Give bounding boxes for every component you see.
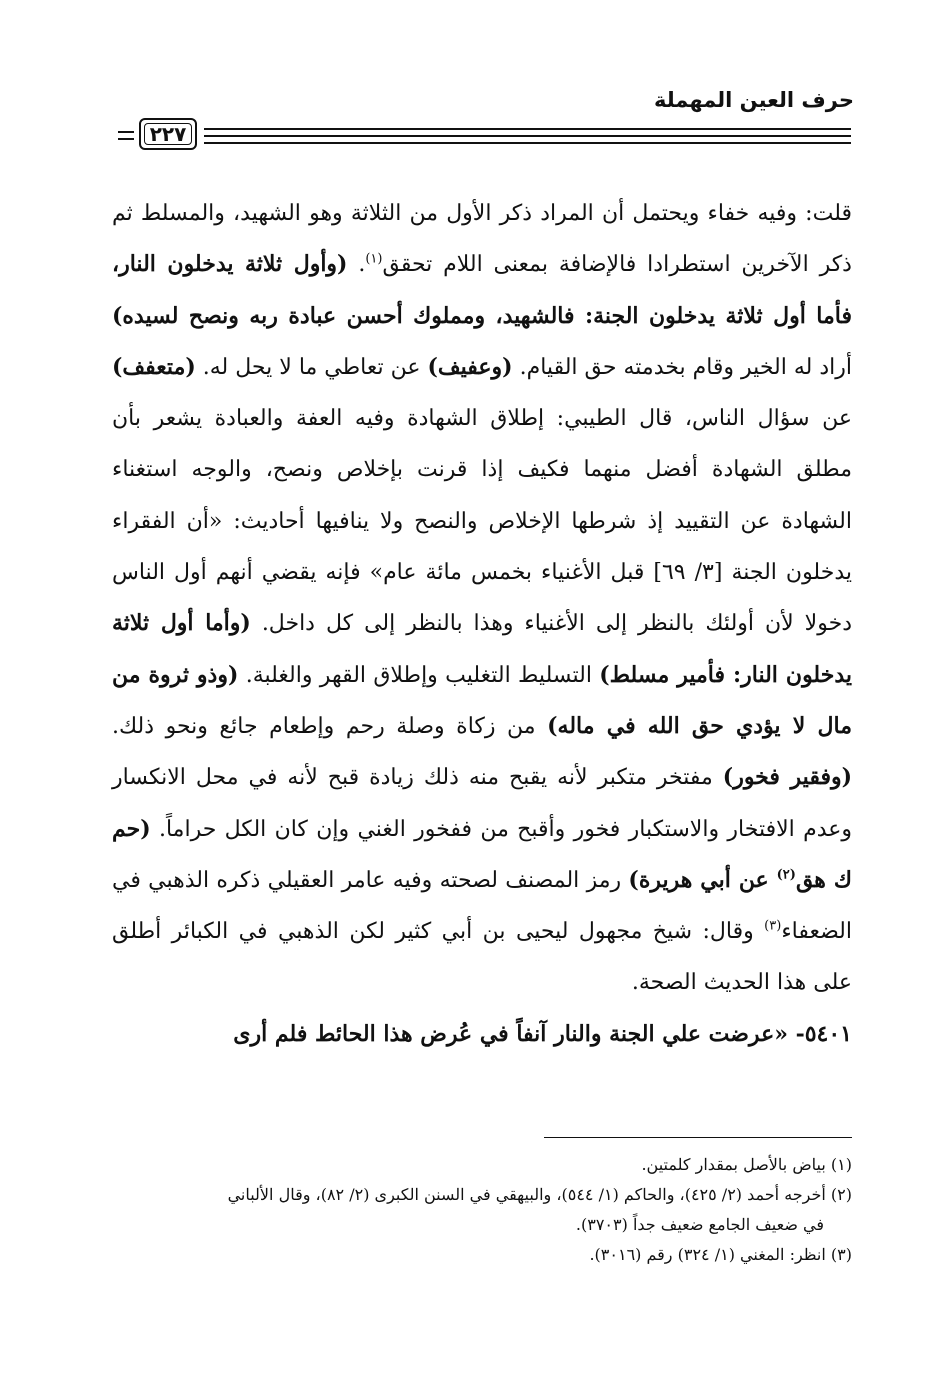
page-number-box	[139, 118, 197, 150]
text-segment: من زكاة وصلة رحم وإطعام جائع ونحو ذلك.	[112, 713, 548, 739]
text-segment: قلت: وفيه خفاء ويحتمل أن المراد ذكر الأول من الثلاثة وهو الشهيد، والمسلط ثم ذكر الآخرين استطرادا فالإضافة بمعنى اللام تحقق	[112, 201, 852, 278]
text-segment: عن تعاطي ما لا يحل له.	[195, 354, 428, 380]
footnote-2: (٢) أخرجه أحمد (٢/ ٤٢٥)، والحاكم (١/ ٥٤٤)، والبيهقي في السنن الكبرى (٢/ ٨٢)، وقال الألباني	[227, 1185, 852, 1204]
commentary-paragraph	[112, 188, 852, 1009]
header-rule-top	[204, 128, 851, 130]
header-rule-middle	[204, 135, 851, 137]
footnote-ref-2[interactable]: (٢)	[776, 867, 796, 883]
header-tick-top	[118, 131, 134, 133]
running-header-title: حرف العين المهملة	[653, 88, 854, 112]
footnote-1: (١) بياض بالأصل بمقدار كلمتين.	[641, 1155, 852, 1174]
header-tick-bottom	[118, 138, 134, 140]
text-segment: عن سؤال الناس، قال الطيبي: إطلاق الشهادة وفيه العفة والعبادة يشعر بأن مطلق الشهادة أفضل منهما فكيف إذا قرنت بإخلاص ونصح، والوجه استغناء الشهادة عن التقييد إذ شرطها الإخلاص والنصح ولا ينافيها أحاديث: «أن الفقراء يدخلون الجنة [٣/ ٦٩] قبل الأغنياء بخمس مائة عام» فإنه يقضي أنهم أول الناس دخولا لأن أولئك بالنظر إلى الأغنياء وهذا بالنظر إلى كل داخل.	[112, 406, 853, 637]
source-code-bold: (حم ك هق	[112, 815, 852, 893]
footnote-2-continuation: في ضعيف الجامع ضعيف جداً (٣٧٠٣).	[575, 1215, 824, 1234]
footnotes	[112, 1150, 852, 1270]
footnote-3: (٣) انظر: المغني (١/ ٣٢٤) رقم (٣٠١٦).	[589, 1245, 852, 1264]
text-segment: وقال: شيخ مجهول ليحيى بن أبي كثير لكن الذهبي في الكبائر أطلق على هذا الحديث الصحة.	[112, 919, 852, 996]
hadith-quote-bold: (وفقير فخور)	[722, 764, 852, 791]
header-rule-bottom	[204, 142, 851, 144]
main-text	[112, 188, 852, 1060]
text-segment: رمز المصنف لصحته وفيه عامر العقيلي ذكره الذهبي في الضعفاء	[112, 867, 852, 945]
hadith-heading-5401: ٥٤٠١- «عرضت علي الجنة والنار آنفاً في عُرض هذا الحائط فلم أرى	[233, 1020, 852, 1047]
text-segment: التسليط التغليب وإطلاق القهر والغلبة.	[238, 662, 600, 688]
hadith-quote-bold: (وأول ثلاثة يدخلون النار، فأما أول ثلاثة يدخلون الجنة: فالشهيد، ومملوك أحسن عبادة ربه ونصح لسيده)	[112, 251, 852, 329]
text-segment: مفتخر متكبر لأنه يقبح منه ذلك زيادة قبح لأنه في محل الانكسار وعدم الافتخار والاستكبار فخور وأقبح من ففخور الغني وإن كان الكل حراماً.	[112, 765, 852, 842]
hadith-quote-bold: (متعفف)	[112, 353, 196, 380]
footnote-separator	[544, 1137, 852, 1138]
footnote-ref-1[interactable]: (١)	[365, 251, 383, 267]
narrator-bold: عن أبي هريرة)	[628, 866, 777, 893]
footnote-ref-3[interactable]: (٣)	[764, 918, 782, 934]
page-number: ٢٢٧	[149, 122, 187, 146]
text-segment: أراد له الخير وقام بخدمته حق القيام.	[512, 354, 852, 380]
hadith-quote-bold: (وأما أول ثلاثة يدخلون النار: فأمير مسلط)	[112, 610, 852, 688]
hadith-quote-bold: (وذو ثروة من مال لا يؤدي حق الله في ماله)	[112, 661, 852, 739]
hadith-quote-bold: (وعفيف)	[427, 353, 513, 380]
text-segment: .	[347, 252, 366, 278]
